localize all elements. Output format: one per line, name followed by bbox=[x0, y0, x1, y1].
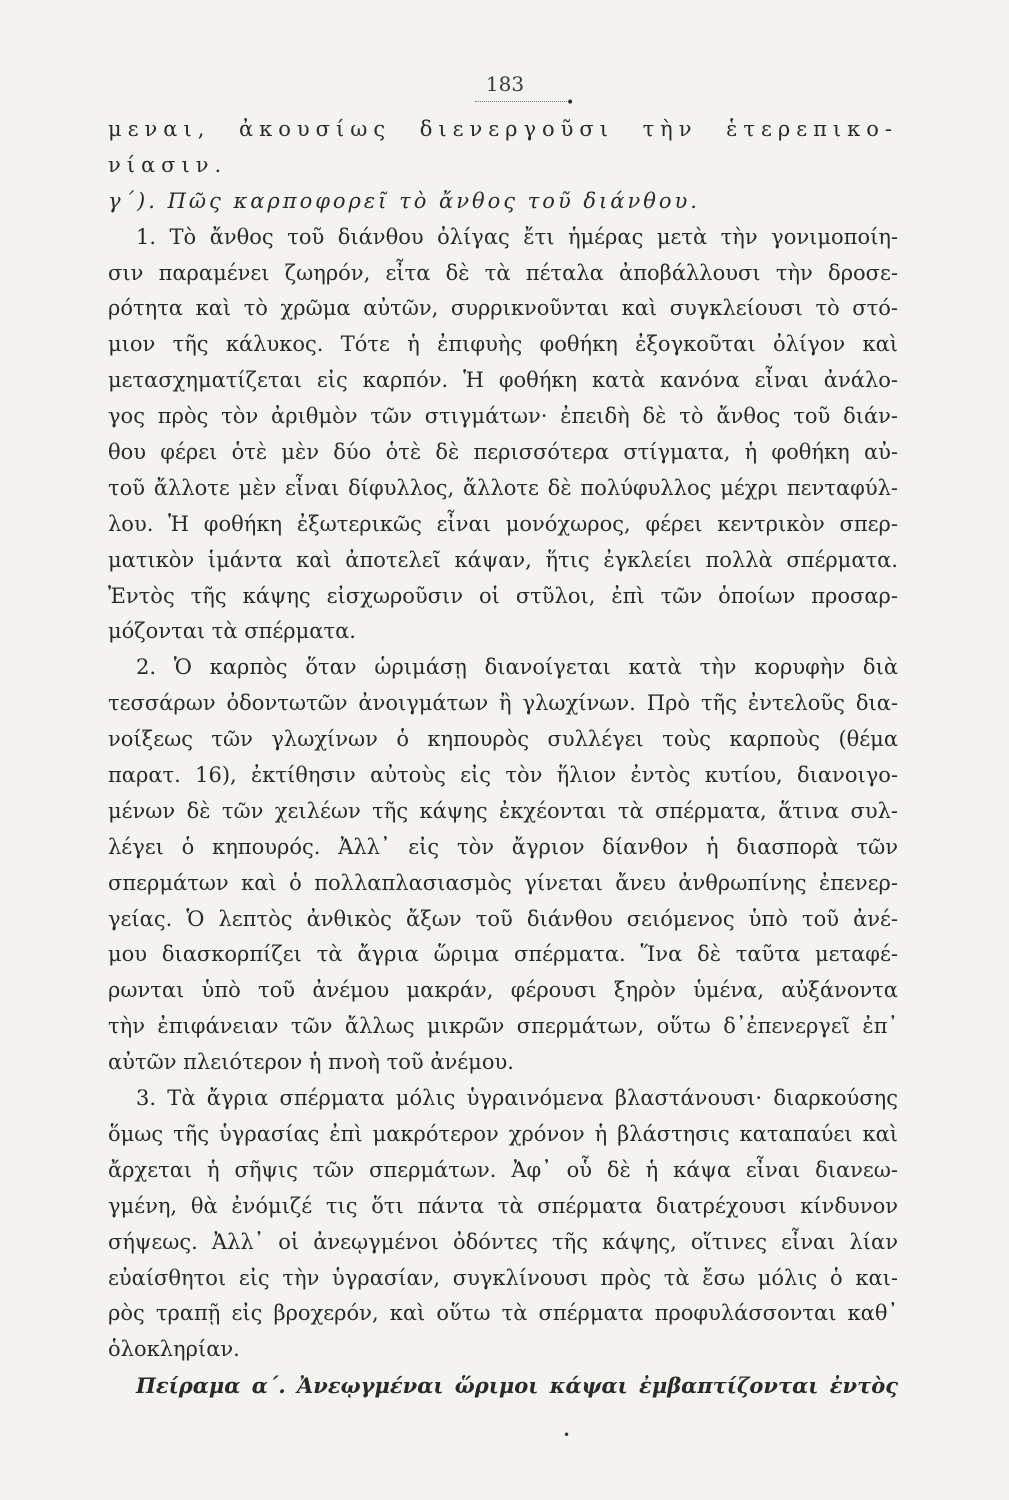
body-text bbox=[108, 112, 898, 1404]
text-line: σπερμάτων καὶ ὁ πολλαπλασιασμὸς γίνεται ἄνευ ἀνθρωπίνης ἐπενερ- bbox=[108, 870, 898, 895]
text-line: σήψεως. Ἀλλ᾽ οἱ ἀνεῳγμένοι ὀδόντες τῆς κάψης, οἵτινες εἶναι λίαν bbox=[108, 1229, 898, 1254]
text-line: θου φέρει ὁτὲ μὲν δύο ὁτὲ δὲ περισσότερα στίγματα, ἡ φοθήκη αὐ- bbox=[108, 440, 898, 465]
text-line: ρωνται ὑπὸ τοῦ ἀνέμου μακράν, φέρουσι ξηρὸν ὑμένα, αὐξάνοντα bbox=[108, 978, 898, 1003]
text-line: 1. Τὸ ἄνθος τοῦ διάνθου ὀλίγας ἔτι ἡμέρας μετὰ τὴν γονιμοποίη- bbox=[136, 224, 898, 249]
text-line: ρότητα καὶ τὸ χρῶμα αὐτῶν, συρρικνοῦνται καὶ συγκλείουσι τὸ στό- bbox=[108, 296, 898, 321]
page-number-dot: • bbox=[566, 95, 575, 111]
page-number-rule bbox=[475, 101, 567, 102]
text-line: μεναι, ἀκουσίως διενεργοῦσι τὴν ἑτερεπικο- bbox=[108, 117, 898, 141]
text-line: νίασιν. bbox=[108, 152, 228, 177]
text-line: μένων δὲ τῶν χειλέων τῆς κάψης ἐκχέονται τὰ σπέρματα, ἅτινα συλ- bbox=[108, 798, 898, 823]
text-line: μιον τῆς κάλυκος. Τότε ἡ ἐπιφυὴς φοθήκη ἐξογκοῦται ὀλίγον καὶ bbox=[108, 332, 898, 357]
text-line: τὴν ἐπιφάνειαν τῶν ἄλλως μικρῶν σπερμάτων, οὕτω δ᾽ἐπενεργεῖ ἐπ᾽ bbox=[108, 1014, 898, 1039]
text-line: ἄρχεται ἡ σῆψις τῶν σπερμάτων. Ἀφ᾽ οὗ δὲ ἡ κάψα εἶναι διανεω- bbox=[108, 1157, 898, 1182]
text-line: ὁλοκληρίαν. bbox=[108, 1337, 240, 1362]
text-line: νοίξεως τῶν γλωχίνων ὁ κηπουρὸς συλλέγει τοὺς καρποὺς (θέμα bbox=[108, 727, 898, 752]
section-heading: γ΄). Πῶς καρποφορεῖ τὸ ἄνθος τοῦ διάνθου. bbox=[108, 188, 700, 213]
footer-mark: • bbox=[563, 1428, 571, 1442]
page-number: 183 bbox=[485, 72, 525, 96]
text-line: 2. Ὁ καρπὸς ὅταν ὡριμάσῃ διανοίγεται κατὰ τὴν κορυφὴν διὰ bbox=[136, 655, 898, 680]
experiment-heading: Πείραμα α΄. Ἀνεῳγμέναι ὥριμοι κάψαι ἐμβαπτίζονται ἐντὸς bbox=[136, 1373, 898, 1399]
text-line: μετασχηματίζεται εἰς καρπόν. Ἡ φοθήκη κατὰ κανόνα εἶναι ἀνάλο- bbox=[108, 368, 898, 393]
text-line: τεσσάρων ὀδοντωτῶν ἀνοιγμάτων ἢ γλωχίνων. Πρὸ τῆς ἐντελοῦς δια- bbox=[108, 691, 898, 716]
text-line: γος πρὸς τὸν ἀριθμὸν τῶν στιγμάτων· ἐπειδὴ δὲ τὸ ἄνθος τοῦ διάν- bbox=[108, 404, 898, 429]
text-line: λου. Ἡ φοθήκη ἐξωτερικῶς εἶναι μονόχωρος, φέρει κεντρικὸν σπερ- bbox=[108, 511, 898, 536]
text-line: μου διασκορπίζει τὰ ἄγρια ὥριμα σπέρματα. Ἵνα δὲ ταῦτα μεταφέ- bbox=[108, 942, 898, 967]
text-line: 3. Τὰ ἄγρια σπέρματα μόλις ὑγραινόμενα βλαστάνουσι· διαρκούσης bbox=[136, 1086, 898, 1111]
text-line: ματικὸν ἱμάντα καὶ ἀποτελεῖ κάψαν, ἥτις ἐγκλείει πολλὰ σπέρματα. bbox=[108, 547, 898, 572]
text-line: αὐτῶν πλειότερον ἡ πνοὴ τοῦ ἀνέμου. bbox=[108, 1050, 514, 1075]
text-line: Ἐντὸς τῆς κάψης εἰσχωροῦσιν οἱ στῦλοι, ἐπὶ τῶν ὁποίων προσαρ- bbox=[108, 583, 898, 608]
text-line: εὐαίσθητοι εἰς τὴν ὑγρασίαν, συγκλίνουσι πρὸς τὰ ἔσω μόλις ὁ και- bbox=[108, 1265, 898, 1290]
text-line: τοῦ ἄλλοτε μὲν εἶναι δίφυλλος, ἄλλοτε δὲ πολύφυλλος μέχρι πενταφύλ- bbox=[108, 475, 898, 500]
text-line: γείας. Ὁ λεπτὸς ἀνθικὸς ἄξων τοῦ διάνθου σειόμενος ὑπὸ τοῦ ἀνέ- bbox=[108, 906, 898, 931]
text-line: μόζονται τὰ σπέρματα. bbox=[108, 619, 356, 644]
text-line: σιν παραμένει ζωηρόν, εἶτα δὲ τὰ πέταλα ἀποβάλλουσι τὴν δροσε- bbox=[108, 260, 898, 285]
text-line: παρατ. 16), ἐκτίθησιν αὐτοὺς εἰς τὸν ἥλιον ἐντὸς κυτίου, διανοιγο- bbox=[108, 763, 898, 788]
text-line: ὅμως τῆς ὑγρασίας ἐπὶ μακρότερον χρόνον ἡ βλάστησις καταπαύει καὶ bbox=[108, 1121, 898, 1146]
text-line: λέγει ὁ κηπουρός. Ἀλλ᾽ εἰς τὸν ἄγριον δίανθον ἡ διασπορὰ τῶν bbox=[108, 834, 898, 859]
text-line: γμένη, θὰ ἐνόμιζέ τις ὅτι πάντα τὰ σπέρματα διατρέχουσι κίνδυνον bbox=[108, 1193, 898, 1218]
text-line: ρὸς τραπῇ εἰς βροχερόν, καὶ οὕτω τὰ σπέρματα προφυλάσσονται καθ᾽ bbox=[108, 1301, 898, 1326]
